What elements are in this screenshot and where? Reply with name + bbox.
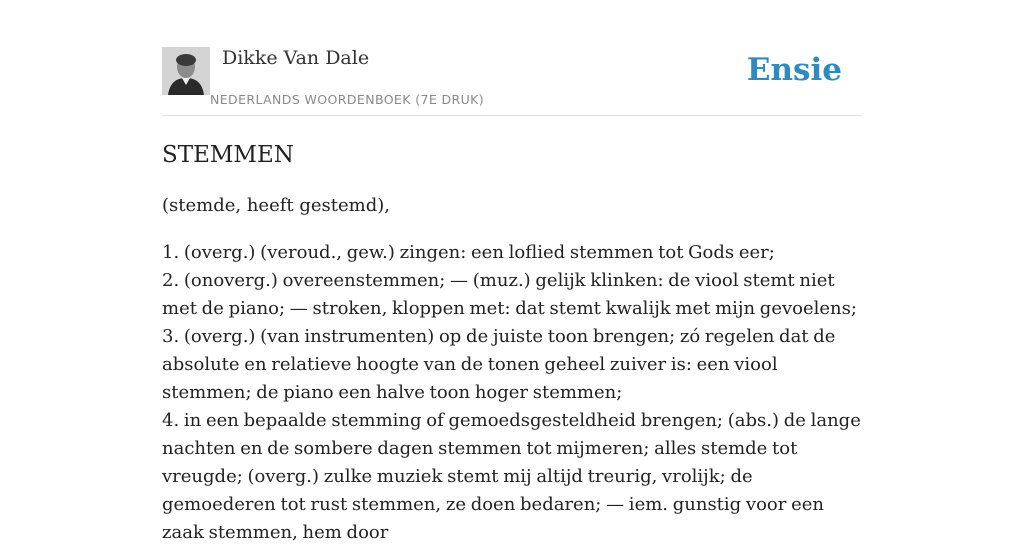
inflection-forms: (stemde, heeft gestemd), <box>162 195 390 216</box>
definition-item: 4. in een bepaalde stemming of gemoedsgesteldheid brengen; (abs.) de lange nachten en de sombere dagen stemmen tot mijmeren; alles stemde tot vreugde; (overg.) zulke muziek stemt mij altijd treurig, vrolijk; de gemoederen tot rust stemmen, ze doen bedaren; — iem. gunstig voor een zaak stemmen, hem door <box>162 410 861 543</box>
content-container <box>162 0 862 543</box>
author-avatar[interactable] <box>162 47 210 95</box>
definition-item: 3. (overg.) (van instrumenten) op de juiste toon brengen; zó regelen dat de absolute en relatieve hoogte van de tonen geheel zuiver is: een viool stemmen; de piano een halve toon hoger stemmen; <box>162 326 836 403</box>
headword-title: STEMMEN <box>162 142 294 168</box>
author-portrait-icon <box>162 47 210 95</box>
definition-item: 1. (overg.) (veroud., gew.) zingen: een loflied stemmen tot Gods eer; <box>162 242 775 263</box>
entry-header <box>162 0 862 116</box>
author-name-link[interactable]: Dikke Van Dale <box>222 47 370 69</box>
definitions-list <box>162 239 862 547</box>
ensie-logo-link[interactable]: Ensie <box>746 52 842 88</box>
definition-item: 2. (onoverg.) overeenstemmen; — (muz.) gelijk klinken: de viool stemt niet met de piano; — stroken, kloppen met: dat stemt kwalijk met mijn gevoelens; <box>162 270 857 319</box>
source-label: NEDERLANDS WOORDENBOEK (7E DRUK) <box>210 92 485 107</box>
